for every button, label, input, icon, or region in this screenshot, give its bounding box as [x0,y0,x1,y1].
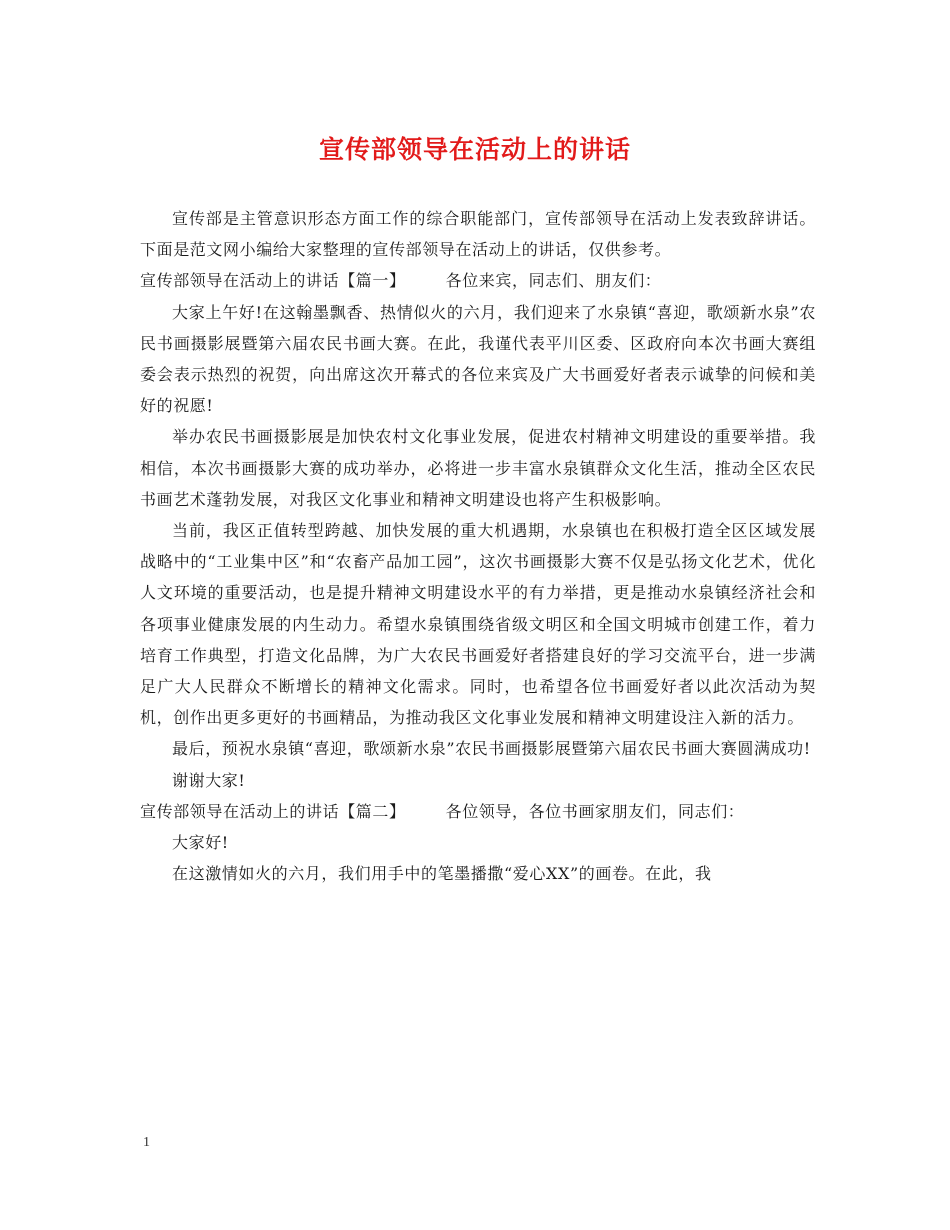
intro-paragraph: 宣传部是主管意识形态方面工作的综合职能部门，宣传部领导在活动上发表致辞讲话。下面是范文网小编给大家整理的宣传部领导在活动上的讲话，仅供参考。 [140,209,816,260]
body-paragraph: 举办农民书画摄影展是加快农村文化事业发展，促进农村精神文明建设的重要举措。我相信，本次书画摄影大赛的成功举办，必将进一步丰富水泉镇群众文化生活，推动全区农民书画艺术蓬勃发展，对我区文化事业和精神文明建设也将产生积极影响。 [140,427,816,509]
body-paragraph: 大家好! [172,833,229,853]
body-paragraph: 在这激情如火的六月，我们用手中的笔墨播撒“爱心XX”的画卷。在此，我 [172,864,712,884]
document-body [140,203,816,889]
body-paragraph: 谢谢大家! [172,770,246,790]
body-paragraph: 当前，我区正值转型跨越、加快发展的重大机遇期，水泉镇也在积极打造全区区域发展战略中的“工业集中区”和“农畜产品加工园”，这次书画摄影大赛不仅是弘扬文化艺术，优化人文环境的重要活动，也是提升精神文明建设水平的有力举措，更是推动水泉镇经济社会和各项事业健康发展的内生动力。希望水泉镇围绕省级文明区和全国文明城市创建工作，着力培育工作典型，打造文化品牌，为广大农民书画爱好者搭建良好的学习交流平台，进一步满足广大人民群众不断增长的精神文化需求。同时，也希望各位书画爱好者以此次活动为契机，创作出更多更好的书画精品，为推动我区文化事业发展和精神文明建设注入新的活力。 [140,521,816,728]
section-title-2: 宣传部领导在活动上的讲话【篇二】 [140,801,406,821]
document-title: 宣传部领导在活动上的讲话 [318,135,631,164]
page-number: 1 [143,1135,150,1150]
body-paragraph: 大家上午好!在这翰墨飘香、热情似火的六月，我们迎来了水泉镇“喜迎，歌颂新水泉”农民书画摄影展暨第六届农民书画大赛。在此，我谨代表平川区委、区政府向本次书画大赛组委会表示热烈的祝贺，向出席这次开幕式的各位来宾及广大书画爱好者表示诚挚的问候和美好的祝愿! [140,302,816,416]
section-title-1: 宣传部领导在活动上的讲话【篇一】 [140,271,406,291]
section-heading-2 [140,796,816,827]
section-greeting-1: 各位来宾，同志们、朋友们： [445,271,662,291]
section-greeting-2: 各位领导，各位书画家朋友们，同志们： [445,801,745,821]
section-heading-1 [140,265,816,296]
body-paragraph: 最后，预祝水泉镇“喜迎，歌颂新水泉”农民书画摄影展暨第六届农民书画大赛圆满成功! [172,739,811,759]
